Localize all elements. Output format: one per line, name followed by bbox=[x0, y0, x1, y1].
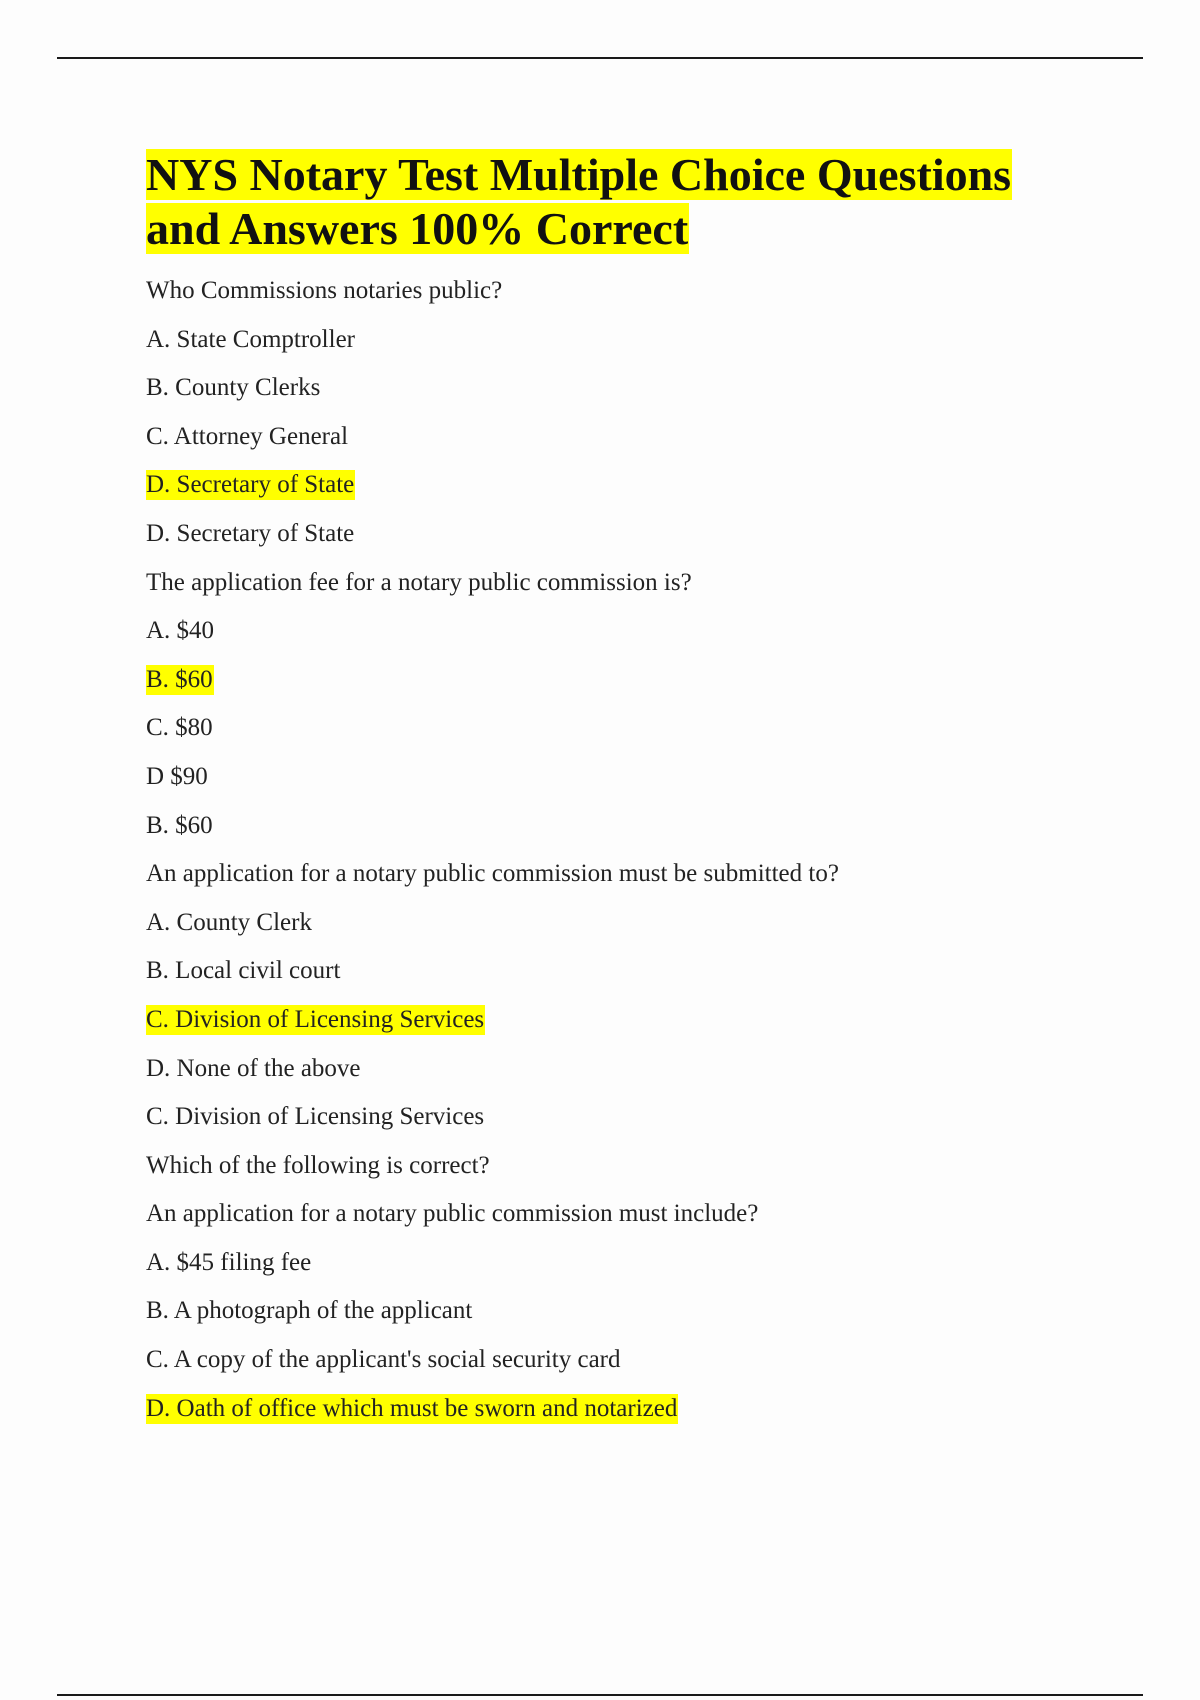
line-text: B. $60 bbox=[146, 811, 213, 839]
text-line bbox=[146, 1151, 1096, 1181]
text-line bbox=[146, 325, 1096, 355]
line-text: C. $80 bbox=[146, 714, 213, 742]
text-line bbox=[146, 1054, 1096, 1084]
line-text: An application for a notary public commission must be submitted to? bbox=[146, 860, 839, 888]
document-title bbox=[146, 148, 1096, 256]
line-text: B. County Clerks bbox=[146, 374, 321, 402]
document-title-text: NYS Notary Test Multiple Choice Questions and Answers 100% Correct bbox=[146, 149, 1012, 254]
line-text: A. State Comptroller bbox=[146, 325, 355, 353]
line-text: D. Secretary of State bbox=[146, 519, 355, 547]
text-line bbox=[146, 616, 1096, 646]
answer-line-highlighted bbox=[146, 1394, 1096, 1424]
text-line bbox=[146, 713, 1096, 743]
text-line bbox=[146, 1199, 1096, 1229]
line-text: A. $45 filing fee bbox=[146, 1248, 312, 1276]
text-line bbox=[146, 1345, 1096, 1375]
answer-line-highlighted bbox=[146, 1005, 1096, 1035]
text-line bbox=[146, 1296, 1096, 1326]
text-line bbox=[146, 276, 1096, 306]
document-body bbox=[146, 148, 1096, 1442]
header-rule bbox=[57, 57, 1143, 59]
line-text: B. A photograph of the applicant bbox=[146, 1297, 473, 1325]
text-line bbox=[146, 422, 1096, 452]
text-line bbox=[146, 568, 1096, 598]
line-text: C. A copy of the applicant's social security card bbox=[146, 1346, 621, 1374]
text-line bbox=[146, 811, 1096, 841]
line-text: B. $60 bbox=[146, 665, 213, 693]
line-text: A. County Clerk bbox=[146, 908, 312, 936]
text-line bbox=[146, 519, 1096, 549]
text-line bbox=[146, 762, 1096, 792]
line-text: C. Attorney General bbox=[146, 422, 349, 450]
line-text: D. Oath of office which must be sworn and notarized bbox=[146, 1394, 678, 1422]
line-text: An application for a notary public commission must include? bbox=[146, 1200, 759, 1228]
line-text: C. Division of Licensing Services bbox=[146, 1103, 485, 1131]
question-list bbox=[146, 276, 1096, 1424]
line-text: Who Commissions notaries public? bbox=[146, 277, 503, 304]
text-line bbox=[146, 956, 1096, 986]
line-text: D. Secretary of State bbox=[146, 471, 355, 499]
line-text: Which of the following is correct? bbox=[146, 1151, 490, 1179]
text-line bbox=[146, 908, 1096, 938]
line-text: A. $40 bbox=[146, 617, 215, 645]
line-text: D. None of the above bbox=[146, 1054, 361, 1082]
footer-rule bbox=[57, 1694, 1143, 1696]
text-line bbox=[146, 373, 1096, 403]
answer-line-highlighted bbox=[146, 665, 1096, 695]
line-text: B. Local civil court bbox=[146, 957, 341, 985]
answer-line-highlighted bbox=[146, 470, 1096, 500]
text-line bbox=[146, 859, 1096, 889]
text-line bbox=[146, 1248, 1096, 1278]
text-line bbox=[146, 1102, 1096, 1132]
line-text: D $90 bbox=[146, 762, 208, 790]
line-text: The application fee for a notary public commission is? bbox=[146, 568, 692, 596]
line-text: C. Division of Licensing Services bbox=[146, 1005, 485, 1033]
